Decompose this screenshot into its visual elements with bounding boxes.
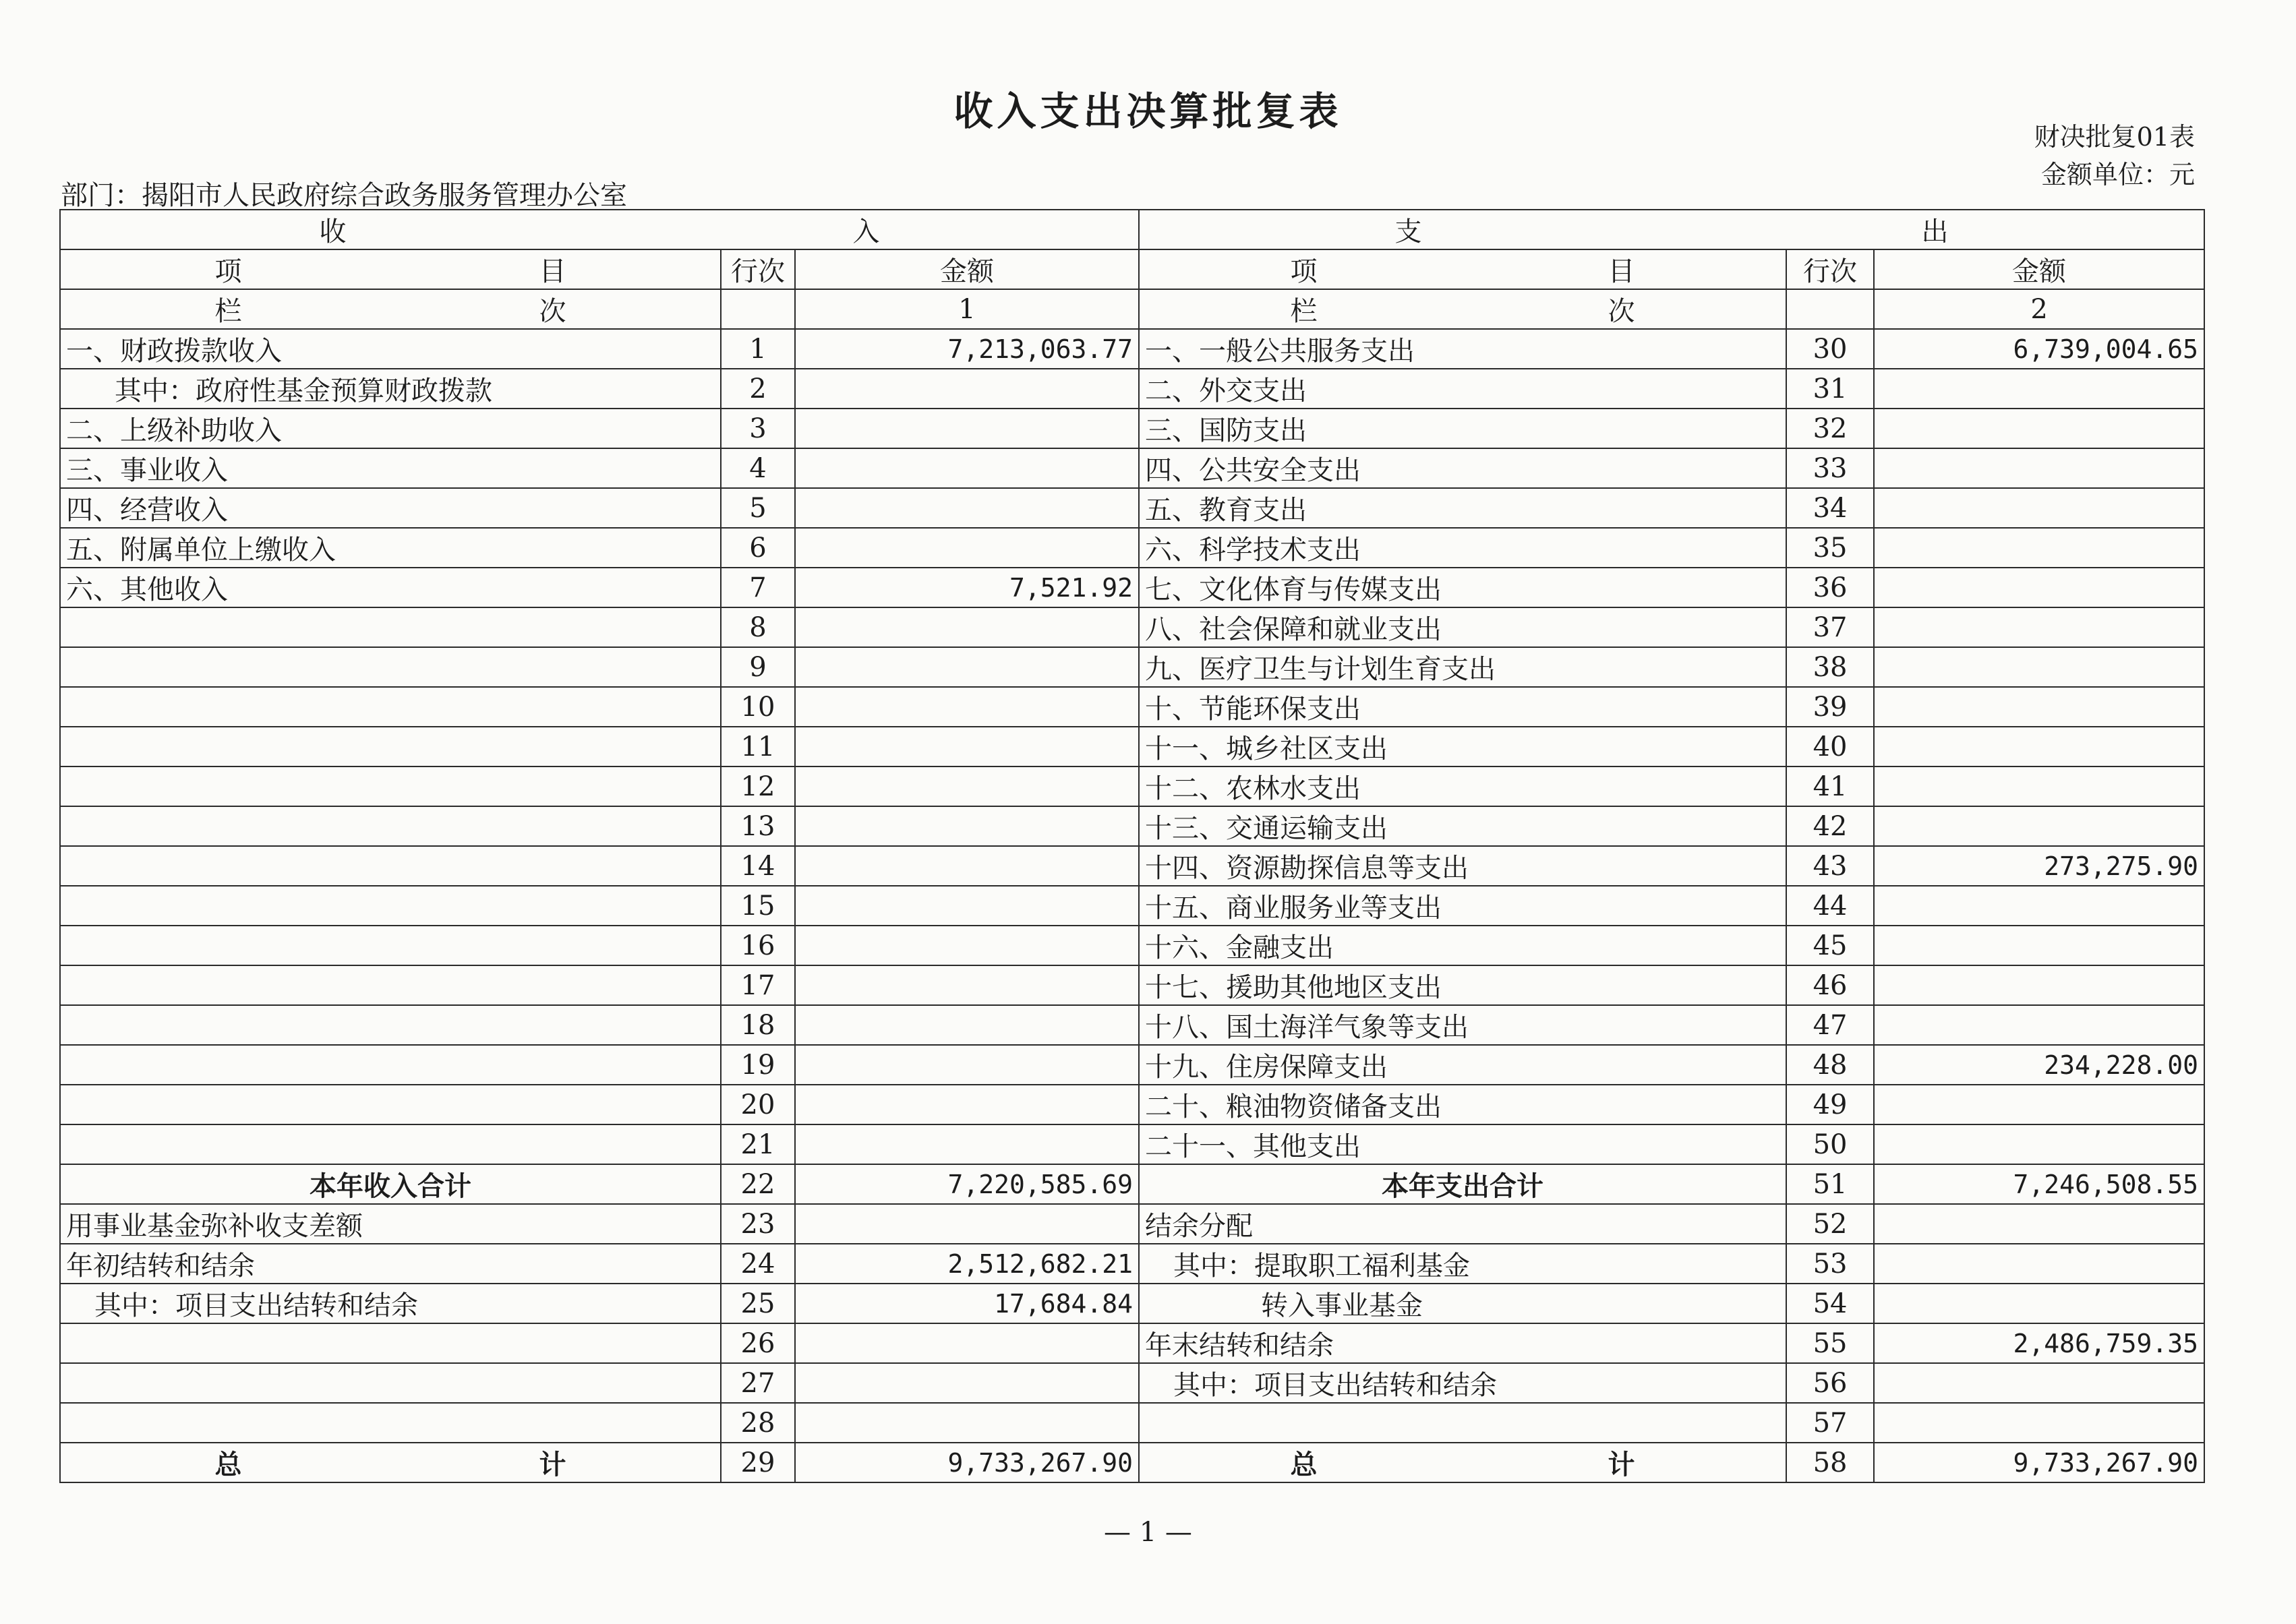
income-item: 年初结转和结余 xyxy=(60,1244,721,1284)
income-row-no: 20 xyxy=(721,1085,795,1124)
income-amount xyxy=(795,687,1139,727)
income-item xyxy=(60,1124,721,1164)
expense-amount xyxy=(1874,1284,2204,1323)
expense-amount: 7,246,508.55 xyxy=(1874,1164,2204,1204)
income-item xyxy=(60,965,721,1005)
income-amount: 7,220,585.69 xyxy=(795,1164,1139,1204)
income-amount xyxy=(795,1005,1139,1045)
income-row-no: 25 xyxy=(721,1284,795,1323)
income-item: 一、财政拨款收入 xyxy=(60,329,721,369)
expense-row-no: 30 xyxy=(1786,329,1874,369)
expense-item: 转入事业基金 xyxy=(1139,1284,1786,1323)
table-row xyxy=(60,727,2204,766)
table-row xyxy=(60,806,2204,846)
income-amount-header: 金额 xyxy=(795,249,1139,289)
income-amount xyxy=(795,488,1139,528)
page-title: 收入支出决算批复表 xyxy=(953,88,1343,134)
income-amount xyxy=(795,846,1139,886)
income-row-no: 11 xyxy=(721,727,795,766)
expense-amount xyxy=(1874,727,2204,766)
expense-row-no: 32 xyxy=(1786,409,1874,448)
amount-unit: 金额单位：元 xyxy=(2040,160,2195,189)
expense-amount xyxy=(1874,568,2204,607)
expense-amount xyxy=(1874,1085,2204,1124)
expense-section-header: 支 出 xyxy=(1139,210,2204,249)
income-amount xyxy=(795,409,1139,448)
expense-item: 十三、交通运输支出 xyxy=(1139,806,1786,846)
income-item xyxy=(60,1045,721,1085)
income-item xyxy=(60,926,721,965)
income-item: 其中：项目支出结转和结余 xyxy=(60,1284,721,1323)
expense-row-no: 42 xyxy=(1786,806,1874,846)
income-row-no: 7 xyxy=(721,568,795,607)
table-row xyxy=(60,369,2204,409)
income-amount: 7,213,063.77 xyxy=(795,329,1139,369)
income-amount xyxy=(795,727,1139,766)
expense-amount xyxy=(1874,926,2204,965)
table-row xyxy=(60,1164,2204,1204)
income-amount xyxy=(795,369,1139,409)
expense-item xyxy=(1139,1403,1786,1443)
table-row xyxy=(60,1005,2204,1045)
expense-row-no: 56 xyxy=(1786,1363,1874,1403)
income-item xyxy=(60,886,721,926)
expense-amount xyxy=(1874,528,2204,568)
income-item xyxy=(60,1323,721,1363)
income-row-no: 15 xyxy=(721,886,795,926)
income-amount: 7,521.92 xyxy=(795,568,1139,607)
expense-amount xyxy=(1874,1124,2204,1164)
department-label: 部门：揭阳市人民政府综合政务服务管理办公室 xyxy=(61,180,627,211)
income-item-header: 项 目 xyxy=(60,249,721,289)
expense-total-amount: 9,733,267.90 xyxy=(1874,1443,2204,1482)
expense-amount-header: 金额 xyxy=(1874,249,2204,289)
expense-amount xyxy=(1874,369,2204,409)
expense-item: 十一、城乡社区支出 xyxy=(1139,727,1786,766)
expense-item: 四、公共安全支出 xyxy=(1139,448,1786,488)
header-row-section xyxy=(60,210,2204,249)
expense-amount xyxy=(1874,448,2204,488)
expense-item: 十八、国土海洋气象等支出 xyxy=(1139,1005,1786,1045)
table-row xyxy=(60,1244,2204,1284)
income-row-no: 10 xyxy=(721,687,795,727)
expense-column-label: 栏 次 xyxy=(1139,289,1786,329)
expense-item: 十、节能环保支出 xyxy=(1139,687,1786,727)
table-row xyxy=(60,1124,2204,1164)
table-row xyxy=(60,965,2204,1005)
table-row xyxy=(60,528,2204,568)
expense-amount xyxy=(1874,1204,2204,1244)
income-row-no: 21 xyxy=(721,1124,795,1164)
income-item: 六、其他收入 xyxy=(60,568,721,607)
income-item xyxy=(60,1085,721,1124)
expense-item: 十五、商业服务业等支出 xyxy=(1139,886,1786,926)
income-row-no: 26 xyxy=(721,1323,795,1363)
expense-row-no: 54 xyxy=(1786,1284,1874,1323)
expense-row-no: 41 xyxy=(1786,766,1874,806)
income-amount xyxy=(795,965,1139,1005)
income-item xyxy=(60,1363,721,1403)
expense-row-no: 50 xyxy=(1786,1124,1874,1164)
income-item: 二、上级补助收入 xyxy=(60,409,721,448)
expense-row-no: 38 xyxy=(1786,647,1874,687)
table-row xyxy=(60,409,2204,448)
expense-item: 十九、住房保障支出 xyxy=(1139,1045,1786,1085)
income-amount xyxy=(795,886,1139,926)
total-row xyxy=(60,1443,2204,1482)
expense-amount xyxy=(1874,806,2204,846)
table-row xyxy=(60,647,2204,687)
income-column-label: 栏 次 xyxy=(60,289,721,329)
expense-row-no: 35 xyxy=(1786,528,1874,568)
income-section-header: 收 入 xyxy=(60,210,1139,249)
table-row xyxy=(60,926,2204,965)
expense-item: 十四、资源勘探信息等支出 xyxy=(1139,846,1786,886)
expense-row-no: 53 xyxy=(1786,1244,1874,1284)
expense-total-row-no: 58 xyxy=(1786,1443,1874,1482)
table-row xyxy=(60,1085,2204,1124)
expense-total-label: 总 计 xyxy=(1139,1443,1786,1482)
expense-amount: 273,275.90 xyxy=(1874,846,2204,886)
expense-amount: 6,739,004.65 xyxy=(1874,329,2204,369)
income-amount: 2,512,682.21 xyxy=(795,1244,1139,1284)
expense-amount xyxy=(1874,647,2204,687)
expense-item: 二十、粮油物资储备支出 xyxy=(1139,1085,1786,1124)
income-item: 其中：政府性基金预算财政拨款 xyxy=(60,369,721,409)
income-amount xyxy=(795,607,1139,647)
table-row xyxy=(60,1284,2204,1323)
income-item xyxy=(60,846,721,886)
expense-column-number: 2 xyxy=(1874,289,2204,329)
expense-item-header: 项 目 xyxy=(1139,249,1786,289)
expense-row-no: 43 xyxy=(1786,846,1874,886)
income-amount xyxy=(795,806,1139,846)
expense-row-no: 45 xyxy=(1786,926,1874,965)
table-row xyxy=(60,1363,2204,1403)
header-row-columns xyxy=(60,249,2204,289)
expense-item: 十七、援助其他地区支出 xyxy=(1139,965,1786,1005)
expense-row-no: 33 xyxy=(1786,448,1874,488)
page-number: — 1 — xyxy=(1104,1517,1192,1548)
expense-item: 七、文化体育与传媒支出 xyxy=(1139,568,1786,607)
income-row-no: 27 xyxy=(721,1363,795,1403)
table-row xyxy=(60,488,2204,528)
income-total-row-no: 29 xyxy=(721,1443,795,1482)
income-amount xyxy=(795,1124,1139,1164)
income-row-no: 2 xyxy=(721,369,795,409)
table-row xyxy=(60,448,2204,488)
expense-row-no: 36 xyxy=(1786,568,1874,607)
income-row-no: 4 xyxy=(721,448,795,488)
form-code: 财决批复01表 xyxy=(2034,122,2195,152)
expense-item: 本年支出合计 xyxy=(1139,1164,1786,1204)
income-row-no: 9 xyxy=(721,647,795,687)
expense-amount xyxy=(1874,1403,2204,1443)
table-row xyxy=(60,766,2204,806)
expense-row-no: 34 xyxy=(1786,488,1874,528)
income-row-no: 14 xyxy=(721,846,795,886)
expense-row-no: 46 xyxy=(1786,965,1874,1005)
expense-amount xyxy=(1874,409,2204,448)
expense-row-no: 52 xyxy=(1786,1204,1874,1244)
expense-item: 十六、金融支出 xyxy=(1139,926,1786,965)
income-item xyxy=(60,687,721,727)
expense-amount xyxy=(1874,1363,2204,1403)
expense-item: 五、教育支出 xyxy=(1139,488,1786,528)
expense-row-no: 40 xyxy=(1786,727,1874,766)
income-row-no: 17 xyxy=(721,965,795,1005)
expense-amount xyxy=(1874,766,2204,806)
table-row xyxy=(60,568,2204,607)
expense-row-no: 49 xyxy=(1786,1085,1874,1124)
income-row-no: 1 xyxy=(721,329,795,369)
income-item: 用事业基金弥补收支差额 xyxy=(60,1204,721,1244)
expense-item: 十二、农林水支出 xyxy=(1139,766,1786,806)
income-total-label: 总 计 xyxy=(60,1443,721,1482)
expense-amount xyxy=(1874,687,2204,727)
expense-item: 六、科学技术支出 xyxy=(1139,528,1786,568)
table-row xyxy=(60,1045,2204,1085)
income-amount xyxy=(795,448,1139,488)
income-item: 本年收入合计 xyxy=(60,1164,721,1204)
income-item xyxy=(60,1403,721,1443)
table-row xyxy=(60,1403,2204,1443)
income-row-no: 22 xyxy=(721,1164,795,1204)
income-total-amount: 9,733,267.90 xyxy=(795,1443,1139,1482)
expense-amount xyxy=(1874,886,2204,926)
income-row-no: 16 xyxy=(721,926,795,965)
expense-item: 三、国防支出 xyxy=(1139,409,1786,448)
expense-row-no: 51 xyxy=(1786,1164,1874,1204)
income-row-no: 24 xyxy=(721,1244,795,1284)
income-row-no: 5 xyxy=(721,488,795,528)
income-row-no: 6 xyxy=(721,528,795,568)
income-row-no: 13 xyxy=(721,806,795,846)
income-item: 五、附属单位上缴收入 xyxy=(60,528,721,568)
expense-row-no: 57 xyxy=(1786,1403,1874,1443)
expense-amount xyxy=(1874,1005,2204,1045)
expense-item: 九、医疗卫生与计划生育支出 xyxy=(1139,647,1786,687)
expense-row-no: 47 xyxy=(1786,1005,1874,1045)
expense-amount: 2,486,759.35 xyxy=(1874,1323,2204,1363)
expense-item: 二、外交支出 xyxy=(1139,369,1786,409)
table-row xyxy=(60,1204,2204,1244)
income-expense-table xyxy=(59,209,2205,1483)
table-row xyxy=(60,846,2204,886)
income-amount xyxy=(795,1045,1139,1085)
income-row-no: 12 xyxy=(721,766,795,806)
expense-item: 一、一般公共服务支出 xyxy=(1139,329,1786,369)
income-row-no: 19 xyxy=(721,1045,795,1085)
expense-row-no: 44 xyxy=(1786,886,1874,926)
income-row-no: 28 xyxy=(721,1403,795,1443)
table-row xyxy=(60,329,2204,369)
expense-amount xyxy=(1874,965,2204,1005)
income-row-no: 3 xyxy=(721,409,795,448)
expense-row-no: 37 xyxy=(1786,607,1874,647)
table-row xyxy=(60,687,2204,727)
income-row-no: 8 xyxy=(721,607,795,647)
expense-row-no-header: 行次 xyxy=(1786,249,1874,289)
income-row-no: 18 xyxy=(721,1005,795,1045)
income-column-number: 1 xyxy=(795,289,1139,329)
income-amount xyxy=(795,926,1139,965)
expense-row-no: 39 xyxy=(1786,687,1874,727)
income-row-no-header: 行次 xyxy=(721,249,795,289)
expense-item: 八、社会保障和就业支出 xyxy=(1139,607,1786,647)
expense-item: 结余分配 xyxy=(1139,1204,1786,1244)
expense-amount xyxy=(1874,488,2204,528)
expense-item: 二十一、其他支出 xyxy=(1139,1124,1786,1164)
income-amount xyxy=(795,647,1139,687)
income-item xyxy=(60,727,721,766)
income-item: 三、事业收入 xyxy=(60,448,721,488)
header-row-column-index xyxy=(60,289,2204,329)
expense-row-no: 55 xyxy=(1786,1323,1874,1363)
income-amount xyxy=(795,1204,1139,1244)
income-amount xyxy=(795,1363,1139,1403)
income-amount xyxy=(795,528,1139,568)
income-item xyxy=(60,766,721,806)
income-item xyxy=(60,806,721,846)
expense-amount xyxy=(1874,607,2204,647)
expense-amount xyxy=(1874,1244,2204,1284)
income-amount xyxy=(795,1403,1139,1443)
income-amount: 17,684.84 xyxy=(795,1284,1139,1323)
income-item xyxy=(60,1005,721,1045)
expense-amount: 234,228.00 xyxy=(1874,1045,2204,1085)
table-row xyxy=(60,1323,2204,1363)
income-row-no: 23 xyxy=(721,1204,795,1244)
table-row xyxy=(60,607,2204,647)
expense-row-no: 31 xyxy=(1786,369,1874,409)
income-item xyxy=(60,647,721,687)
table-row xyxy=(60,886,2204,926)
income-item xyxy=(60,607,721,647)
expense-item: 年末结转和结余 xyxy=(1139,1323,1786,1363)
income-amount xyxy=(795,1323,1139,1363)
expense-row-no: 48 xyxy=(1786,1045,1874,1085)
expense-item: 其中：提取职工福利基金 xyxy=(1139,1244,1786,1284)
expense-item: 其中：项目支出结转和结余 xyxy=(1139,1363,1786,1403)
income-amount xyxy=(795,766,1139,806)
income-item: 四、经营收入 xyxy=(60,488,721,528)
income-amount xyxy=(795,1085,1139,1124)
